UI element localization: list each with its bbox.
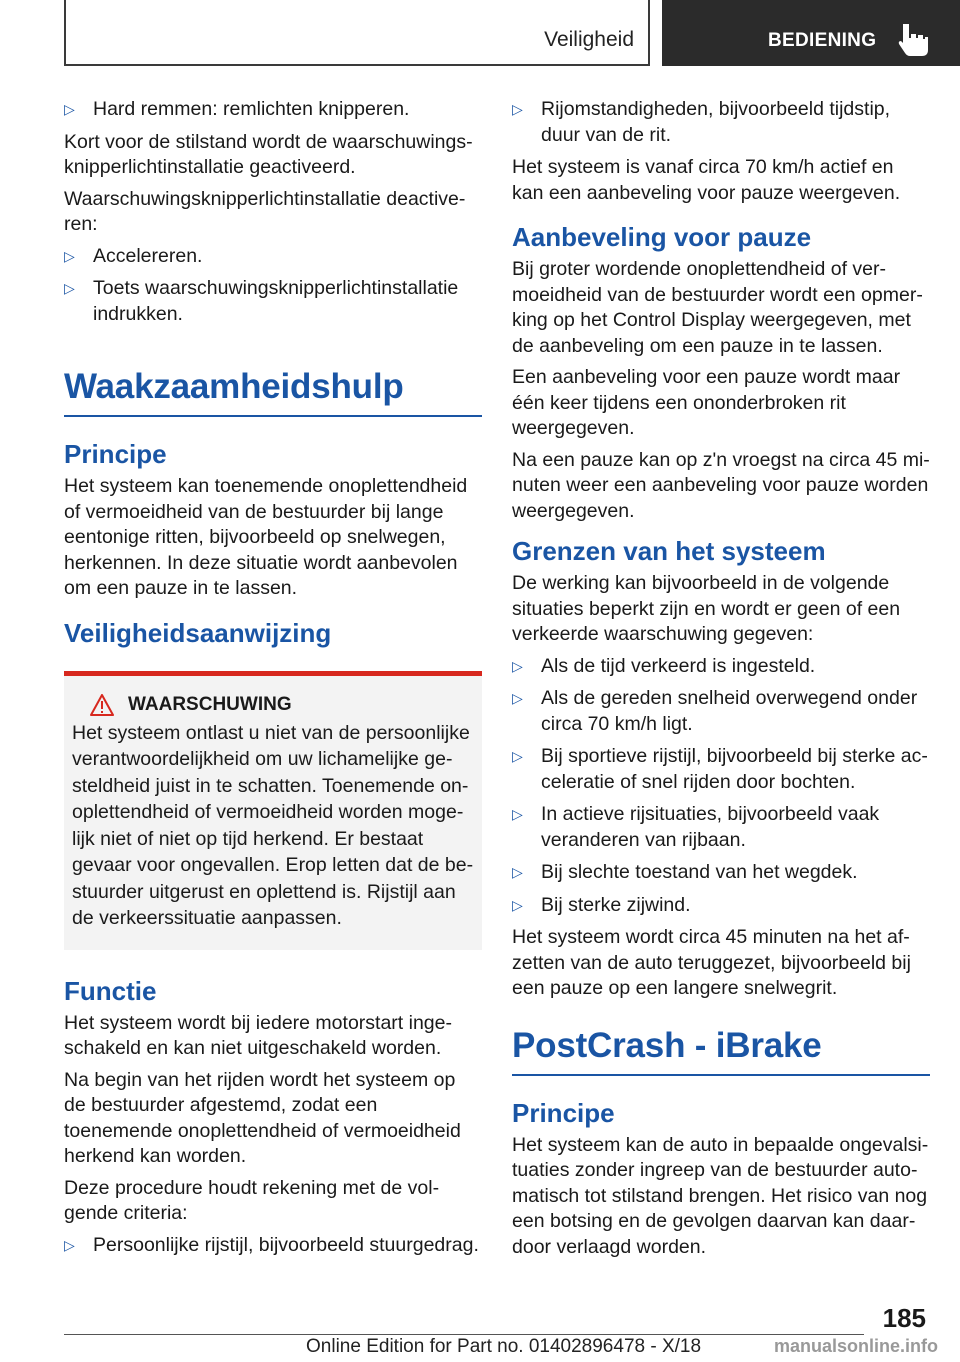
section-heading: PostCrash - iBrake (512, 1026, 930, 1076)
paragraph: Het systeem kan toenemende onoplettendheid of vermoeidheid van de bestuurder bij lange eentonige ritten, bijvoorbeeld op snelwegen, herkennen. In deze situatie wordt aanbevolen om een pauze in te lassen. (64, 475, 468, 599)
warning-title: WAARSCHUWING (72, 694, 474, 716)
left-column (64, 97, 482, 1265)
bullet-triangle-icon: ▷ (512, 806, 523, 822)
warning-box (64, 671, 482, 950)
list-item: ▷ Persoonlijke rijstijl, bijvoorbeeld stuurgedrag. (64, 1233, 482, 1259)
paragraph: Bij groter wordende onoplettendheid of vermoeidheid van de bestuurder wordt een opmerking op het Control Display weergegeven, met de aanbeveling om een pauze in te lassen. (512, 258, 923, 357)
paragraph: Na een pauze kan op z'n vroegst na circa 45 minuten weer een aanbeveling voor pauze worden weergegeven. (512, 448, 930, 522)
bullet-triangle-icon: ▷ (64, 247, 75, 264)
bullet-triangle-icon: ▷ (512, 896, 523, 913)
edition-text: Online Edition for Part no. 01402896478 - X/18 (306, 1336, 702, 1357)
paragraph: Een aanbeveling voor een pauze wordt maar één keer tijdens een ononderbroken rit weergegeven. (512, 366, 901, 439)
paragraph: Het systeem kan de auto in bepaalde ongevalsituaties zonder ingreep van de bestuurder automatisch tot stilstand brengen. Het risico van nog een botsing en de gevolgen daarvan kan daardoor verlaagd worden. (512, 1133, 929, 1258)
warning-triangle-icon (90, 694, 114, 716)
bullet-triangle-icon: ▷ (512, 101, 523, 117)
list-item: ▷ Bij sterke zijwind. (512, 893, 930, 919)
pointing-hand-icon (898, 24, 928, 56)
paragraph: Het systeem wordt circa 45 minuten na het afzetten van de auto teruggezet, bijvoorbeeld bij een pauze op een langere snelwegrit. (512, 926, 911, 999)
chapter-tab (662, 0, 960, 66)
list-item: ▷ Bij sportieve rijstijl, bijvoorbeeld bij sterke acceleratie of snel rijden door bochten. (512, 745, 928, 793)
paragraph: Deze procedure houdt rekening met de volgende criteria: (64, 1176, 440, 1224)
bullet-triangle-icon: ▷ (512, 657, 523, 674)
paragraph: Na begin van het rijden wordt het systeem op de bestuurder afgestemd, zodat een toenemende onoplettendheid of vermoeidheid herkend kan worden. (64, 1068, 461, 1167)
paragraph: Het systeem wordt bij iedere motorstart ingeschakeld en kan niet uitgeschakeld worden. (64, 1011, 452, 1059)
list-item: ▷ In actieve rijsituaties, bijvoorbeeld vaak veranderen van rijbaan. (512, 803, 880, 851)
paragraph: Kort voor de stilstand wordt de waarschuwingsknipperlichtinstallatie geactiveerd. (64, 130, 473, 178)
section-tab (64, 0, 650, 66)
paragraph: De werking kan bijvoorbeeld in de volgende situaties beperkt zijn en wordt er geen of een verkeerde waarschuwing gegeven: (512, 572, 901, 645)
bullet-triangle-icon: ▷ (64, 280, 75, 296)
footer-divider (64, 1334, 864, 1335)
bullet-triangle-icon: ▷ (64, 101, 75, 117)
list-item: ▷ Accelereren. (64, 244, 482, 270)
subsection-heading: Principe (64, 439, 167, 469)
section-heading: Waakzaamheidshulp (64, 367, 482, 417)
list-item: ▷ Rijomstandigheden, bijvoorbeeld tijdstip, duur van de rit. (512, 98, 891, 146)
subsection-heading: Grenzen van het systeem (512, 536, 826, 566)
list-item: ▷ Als de gereden snelheid overwegend onder circa 70 km/h ligt. (512, 687, 918, 735)
right-column (512, 97, 930, 1266)
subsection-heading: Veiligheidsaanwijzing (64, 617, 332, 648)
paragraph: Het systeem is vanaf circa 70 km/h actief en kan een aanbeveling voor pauze weergeven. (512, 156, 901, 204)
subsection-heading: Functie (64, 975, 157, 1006)
bullet-triangle-icon: ▷ (512, 864, 523, 880)
list-item: ▷ Bij slechte toestand van het wegdek. (512, 860, 930, 886)
section-tab-label: Veiligheid (544, 28, 634, 51)
bullet-triangle-icon: ▷ (512, 748, 523, 764)
paragraph: Waarschuwingsknipperlichtinstallatie deactiveren: (64, 187, 466, 235)
watermark-brand: manualsonline.info (774, 1336, 939, 1356)
subsection-heading: Principe (512, 1097, 615, 1128)
list-item: ▷ Als de tijd verkeerd is ingesteld. (512, 654, 930, 680)
bullet-triangle-icon: ▷ (64, 1236, 75, 1253)
bullet-triangle-icon: ▷ (512, 690, 523, 706)
page-number: 185 (882, 1303, 926, 1333)
list-item: ▷ Hard remmen: remlichten knipperen. (64, 97, 482, 123)
subsection-heading: Aanbeveling voor pauze (512, 222, 812, 252)
warning-text: Het systeem ontlast u niet van de persoonlijke verantwoordelijkheid om uw lichamelijke gesteldheid juist in te schatten. Toenemende onoplettendheid of vermoeidheid worden mogelijk niet of niet op tijd herkend. Er bestaat gevaar voor ongevallen. Erop letten dat de bestuurder uitgerust en oplettend is. Rijstijl aan de verkeerssituatie aanpassen. (72, 721, 474, 929)
list-item: ▷ Toets waarschuwingsknipperlichtinstallatie indrukken. (64, 277, 459, 325)
chapter-tab-label: BEDIENING (768, 30, 877, 51)
